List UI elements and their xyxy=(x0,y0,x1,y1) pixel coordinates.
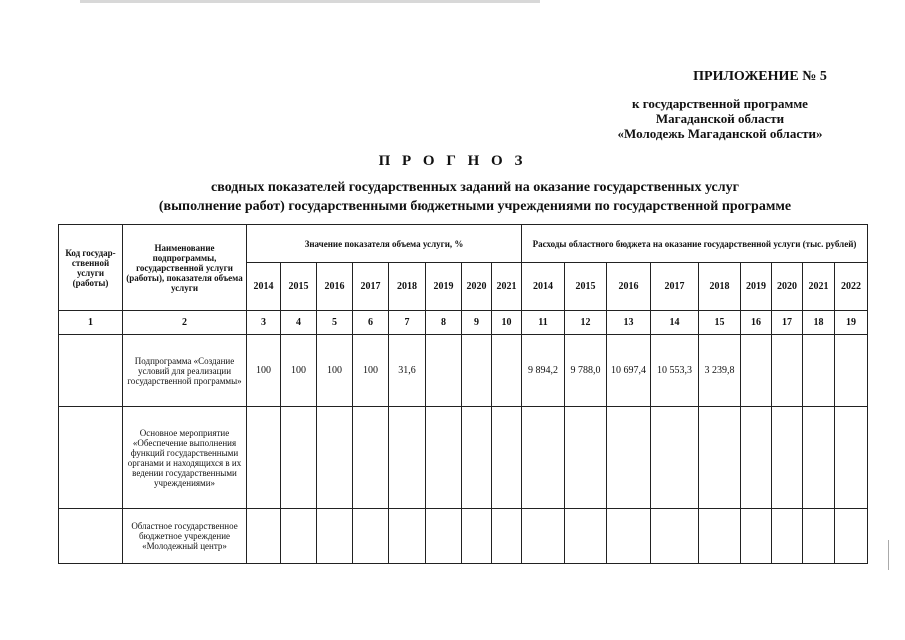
year-header: 2015 xyxy=(565,263,607,311)
expense-cell: 9 894,2 xyxy=(522,335,565,407)
year-header: 2019 xyxy=(741,263,772,311)
expense-cell xyxy=(835,509,868,564)
row-code xyxy=(59,407,123,509)
year-header: 2017 xyxy=(651,263,699,311)
expense-cell xyxy=(835,335,868,407)
expense-cell xyxy=(651,407,699,509)
year-header: 2021 xyxy=(492,263,522,311)
appendix-line-3: «Молодежь Магаданской области» xyxy=(617,126,823,141)
volume-cell xyxy=(426,335,462,407)
column-number: 10 xyxy=(492,311,522,335)
expense-cell xyxy=(699,407,741,509)
column-number: 15 xyxy=(699,311,741,335)
expense-cell xyxy=(741,407,772,509)
volume-cell xyxy=(492,335,522,407)
scan-margin-mark xyxy=(888,540,889,570)
expense-cell: 10 553,3 xyxy=(651,335,699,407)
year-header: 2018 xyxy=(699,263,741,311)
expense-cell xyxy=(565,407,607,509)
volume-cell xyxy=(317,509,353,564)
year-header: 2016 xyxy=(317,263,353,311)
subtitle-line-1: сводных показателей государственных заданий на оказание государственных услуг xyxy=(211,180,739,195)
header-name: Наименование подпрограммы, государственной услуги (работы), показателя объема услуги xyxy=(123,225,247,311)
expense-cell xyxy=(522,509,565,564)
table-row xyxy=(59,407,868,509)
expense-cell xyxy=(803,509,835,564)
volume-cell xyxy=(281,407,317,509)
expense-cell: 9 788,0 xyxy=(565,335,607,407)
expense-cell xyxy=(607,407,651,509)
row-name: Подпрограмма «Создание условий для реализации государственной программы» xyxy=(123,335,247,407)
year-header: 2020 xyxy=(462,263,492,311)
volume-cell xyxy=(317,407,353,509)
expense-cell xyxy=(772,509,803,564)
volume-cell xyxy=(389,407,426,509)
volume-cell xyxy=(462,335,492,407)
appendix-line-2: Магаданской области xyxy=(655,111,785,126)
column-number: 8 xyxy=(426,311,462,335)
volume-cell xyxy=(426,509,462,564)
column-number: 3 xyxy=(247,311,281,335)
document-title: П Р О Г Н О З xyxy=(378,153,527,169)
expense-cell: 10 697,4 xyxy=(607,335,651,407)
volume-cell xyxy=(353,509,389,564)
volume-cell xyxy=(492,509,522,564)
volume-cell: 100 xyxy=(247,335,281,407)
column-number: 6 xyxy=(353,311,389,335)
column-number: 18 xyxy=(803,311,835,335)
expense-cell xyxy=(741,509,772,564)
volume-cell: 100 xyxy=(317,335,353,407)
column-number: 19 xyxy=(835,311,868,335)
year-header: 2017 xyxy=(353,263,389,311)
volume-cell xyxy=(492,407,522,509)
expense-cell xyxy=(741,335,772,407)
volume-cell xyxy=(389,509,426,564)
year-header: 2020 xyxy=(772,263,803,311)
column-number: 1 xyxy=(59,311,123,335)
volume-cell xyxy=(353,407,389,509)
subtitle-line-2: (выполнение работ) государственными бюджетными учреждениями по государственной программе xyxy=(158,199,792,214)
expense-cell xyxy=(835,407,868,509)
volume-cell: 100 xyxy=(281,335,317,407)
column-number: 4 xyxy=(281,311,317,335)
expense-cell xyxy=(772,335,803,407)
appendix-number: ПРИЛОЖЕНИЕ № 5 xyxy=(693,69,827,84)
column-number: 16 xyxy=(741,311,772,335)
column-number: 14 xyxy=(651,311,699,335)
volume-cell xyxy=(462,509,492,564)
expense-cell xyxy=(803,407,835,509)
forecast-table xyxy=(58,224,868,564)
year-header: 2022 xyxy=(835,263,868,311)
column-number: 2 xyxy=(123,311,247,335)
volume-cell xyxy=(426,407,462,509)
volume-cell: 31,6 xyxy=(389,335,426,407)
year-header: 2016 xyxy=(607,263,651,311)
row-name: Основное мероприятие «Обеспечение выполнения функций государственными органами и находящихся в их ведении государственными учреждениями» xyxy=(123,407,247,509)
header-volume: Значение показателя объема услуги, % xyxy=(247,225,522,263)
column-number: 13 xyxy=(607,311,651,335)
expense-cell: 3 239,8 xyxy=(699,335,741,407)
column-number: 17 xyxy=(772,311,803,335)
header-code: Код государ-ственной услуги (работы) xyxy=(59,225,123,311)
row-code xyxy=(59,509,123,564)
scan-artifact xyxy=(80,0,540,3)
expense-cell xyxy=(607,509,651,564)
row-code xyxy=(59,335,123,407)
year-header: 2019 xyxy=(426,263,462,311)
expense-cell xyxy=(522,407,565,509)
table-row xyxy=(59,335,868,407)
volume-cell xyxy=(281,509,317,564)
column-number: 12 xyxy=(565,311,607,335)
year-header: 2014 xyxy=(522,263,565,311)
appendix-line-1: к государственной программе xyxy=(632,96,808,111)
column-number: 5 xyxy=(317,311,353,335)
column-number: 9 xyxy=(462,311,492,335)
year-header: 2018 xyxy=(389,263,426,311)
expense-cell xyxy=(651,509,699,564)
row-name: Областное государственное бюджетное учреждение «Молодежный центр» xyxy=(123,509,247,564)
volume-cell: 100 xyxy=(353,335,389,407)
expense-cell xyxy=(772,407,803,509)
expense-cell xyxy=(803,335,835,407)
table-row xyxy=(59,509,868,564)
header-expenses: Расходы областного бюджета на оказание государственной услуги (тыс. рублей) xyxy=(522,225,868,263)
expense-cell xyxy=(565,509,607,564)
volume-cell xyxy=(247,509,281,564)
year-header: 2014 xyxy=(247,263,281,311)
expense-cell xyxy=(699,509,741,564)
volume-cell xyxy=(462,407,492,509)
year-header: 2021 xyxy=(803,263,835,311)
column-number: 7 xyxy=(389,311,426,335)
volume-cell xyxy=(247,407,281,509)
column-number: 11 xyxy=(522,311,565,335)
year-header: 2015 xyxy=(281,263,317,311)
